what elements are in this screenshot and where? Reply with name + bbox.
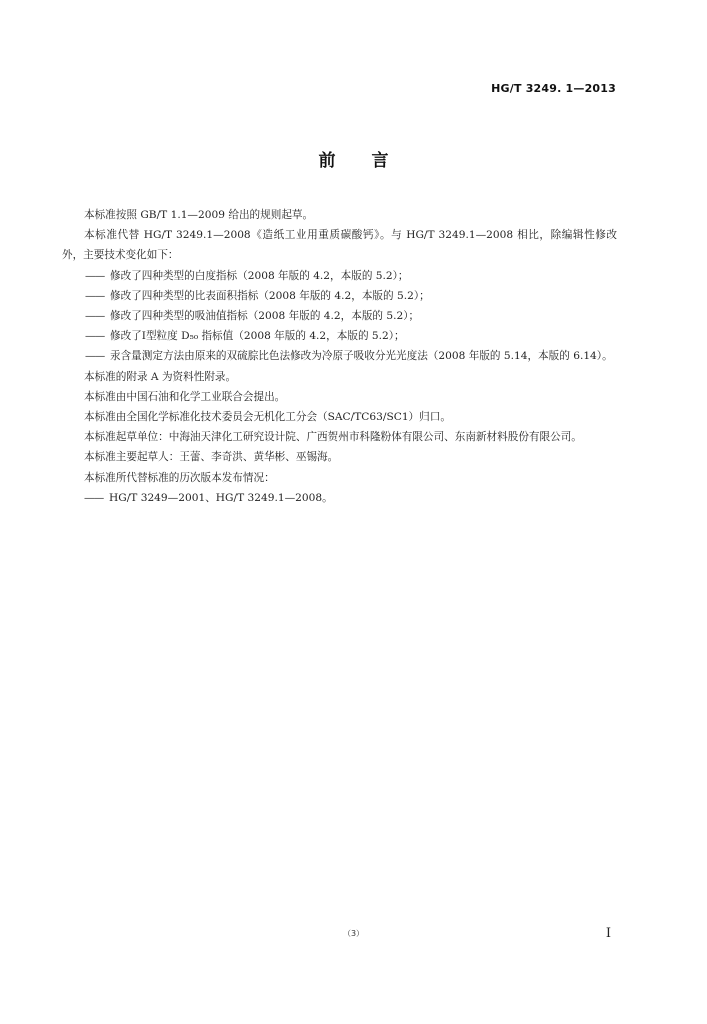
- change-text: 修改了四种类型的吸油值指标（2008 年版的 4.2，本版的 5.2）；: [110, 310, 420, 323]
- paragraph-replacement: 本标准代替 HG/T 3249.1—2008《造纸工业用重质碳酸钙》。与 HG/T 3249.1—2008 相比，除编辑性修改外，主要技术变化如下：: [62, 229, 617, 262]
- change-item-surface-area: [62, 286, 617, 306]
- paragraph-proposer: 本标准由中国石油和化学工业联合会提出。: [84, 390, 286, 403]
- paragraph-annex: 本标准的附录 A 为资料性附录。: [84, 370, 237, 383]
- dash-mark: ——: [84, 491, 104, 504]
- paragraph-drafting-units: 本标准起草单位：中海油天津化工研究设计院、广西贺州市科隆粉体有限公司、东南新材料股份有限公司。: [84, 431, 582, 444]
- paragraph-drafting-rules: 本标准按照 GB/T 1.1—2009 给出的规则起草。: [84, 209, 314, 221]
- change-item-whiteness: [62, 266, 617, 286]
- change-item-mercury-method: [62, 346, 617, 366]
- page-number: （3）: [342, 929, 365, 938]
- dash-mark: ——: [85, 330, 105, 343]
- standard-code: HG/T 3249. 1—2013: [491, 82, 616, 95]
- paragraph-committee: 本标准由全国化学标准化技术委员会无机化工分会（SAC/TC63/SC1）归口。: [84, 411, 451, 424]
- dash-mark: ——: [85, 310, 105, 323]
- dash-mark: ——: [85, 269, 105, 282]
- change-item-particle-size: [62, 326, 617, 346]
- roman-page-number: Ⅰ: [605, 926, 611, 941]
- change-text: 修改了四种类型的比表面积指标（2008 年版的 4.2，本版的 5.2）；: [110, 289, 430, 302]
- history-item: [62, 488, 617, 508]
- change-item-oil-absorption: [62, 306, 617, 326]
- change-text: 修改了四种类型的白度指标（2008 年版的 4.2，本版的 5.2）；: [110, 269, 409, 282]
- page-title: 前言: [318, 151, 425, 171]
- foreword-body: [62, 205, 617, 508]
- paragraph-history-intro: 本标准所代替标准的历次版本发布情况：: [84, 471, 275, 484]
- change-text: 汞含量测定方法由原来的双硫腙比色法修改为冷原子吸收分光光度法（2008 年版的 5.14，本版的 6.14）。: [110, 350, 613, 363]
- paragraph-drafters: 本标准主要起草人：王蕾、李奇洪、黄华彬、巫锡海。: [84, 451, 339, 464]
- dash-mark: ——: [85, 350, 105, 363]
- history-text: HG/T 3249—2001、HG/T 3249.1—2008。: [109, 491, 333, 504]
- dash-mark: ——: [85, 289, 105, 302]
- change-text: 修改了Ⅰ型粒度 D₅₀ 指标值（2008 年版的 4.2，本版的 5.2）；: [110, 330, 405, 343]
